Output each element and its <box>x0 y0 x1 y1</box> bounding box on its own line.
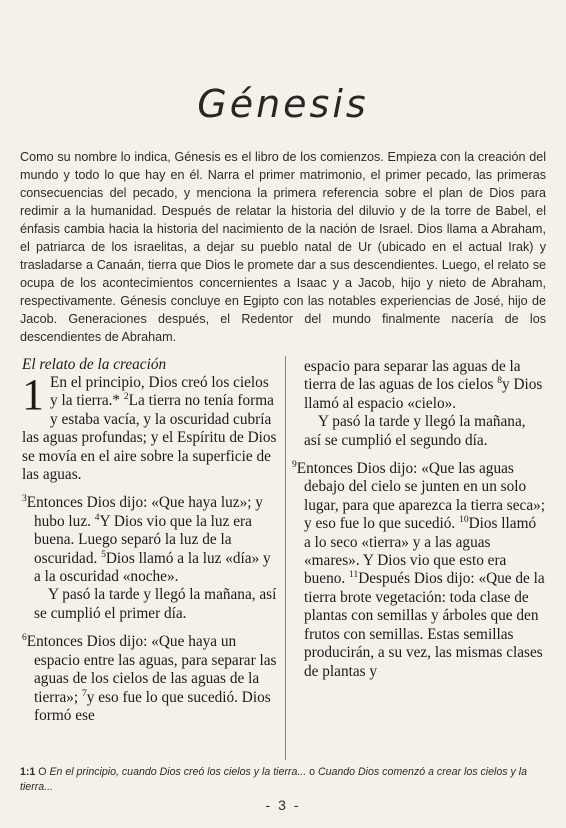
verse-text: Entonces Dios dijo: «Que haya luz»; y hubo luz. <box>26 494 263 530</box>
page-number: - 3 - <box>265 797 301 813</box>
footnote-alternative: En el principio, cuando Dios creó los cielos y la tierra... <box>49 766 307 778</box>
verse-number: 3 <box>22 494 27 505</box>
column-divider <box>285 356 286 760</box>
right-column <box>292 358 546 681</box>
verse-text: y Dios llamó al espacio «cielo». <box>304 376 543 412</box>
verse-number: 7 <box>82 688 87 699</box>
verse-paragraph-2 <box>22 494 278 586</box>
verse-number: 11 <box>349 570 359 581</box>
verse-text: Después Dios dijo: «Que de la tierra brote vegetación: toda clase de plantas con semillas y árboles que den frutos con semillas. Estas semillas producirán, a su vez, las mismas clases de plantas y <box>304 570 545 680</box>
verse-text: Dios llamó a lo seco «tierra» y a las aguas «mares». Y Dios vio que esto era bueno. <box>304 515 537 588</box>
chapter-number: 1 <box>22 370 44 419</box>
book-introduction: Como su nombre lo indica, Génesis es el libro de los comienzos. Empieza con la creación del mundo y todo lo que hay en él. Narra el primer matrimonio, el primer pecado, las primeras consecuencias del pecado, y menciona la primera referencia sobre el plan de Dios para redimir a la humanidad. Después de relatar la historia del diluvio y de la torre de Babel, el énfasis cambia hacia la historia del nacimiento de la nación de Israel. Dios llama a Abraham, el patriarca de los israelitas, a dejar su pueblo natal de Ur (ubicado en el actual Irak) y trasladarse a Canaán, tierra que Dios le promete dar a sus descendientes. Luego, el relato se ocupa de los acontecimientos concernientes a Isaac y a Jacob, hijo y nieto de Abraham, respectivamente. Génesis concluye en Egipto con las notables experiencias de José, hijo de Jacob. Generaciones después, el Redentor del mundo finalmente nacería de los descendientes de Abraham. <box>20 150 546 344</box>
section-heading: El relato de la creación <box>22 356 167 373</box>
verse-number: 10 <box>459 515 469 526</box>
verse-paragraph-7 <box>292 460 546 681</box>
verse-paragraph-4 <box>22 633 278 725</box>
footnote-reference: 1:1 <box>20 766 36 778</box>
verse-text: La tierra no tenía forma y estaba vacía, y la oscuridad cubría las aguas profundas; y el Espíritu de Dios se movía en el aire sobre la superficie de las aguas. <box>22 392 277 484</box>
footnote-alternative: Cuando Dios comenzó a crear los cielos y la tierra... <box>20 766 527 793</box>
verse-number: 2 <box>123 392 129 403</box>
verse-paragraph-5 <box>292 358 546 413</box>
verse-paragraph-1 <box>22 370 278 484</box>
footnote-text: O <box>35 766 50 778</box>
verse-text: Entonces Dios dijo: «Que haya un espacio entre las aguas, para separar las aguas de los cielos de las aguas de la tierra»; <box>26 633 277 706</box>
verse-paragraph-3: Y pasó la tarde y llegó la mañana, así se cumplió el primer día. <box>34 586 277 622</box>
verse-number: 6 <box>22 633 27 644</box>
footnote <box>20 765 546 795</box>
verse-text: Dios llamó a la luz «día» y a la oscuridad «noche». <box>34 549 271 586</box>
verse-paragraph-6: Y pasó la tarde y llegó la mañana, así se cumplió el segundo día. <box>304 413 526 449</box>
verse-number: 8 <box>497 376 503 387</box>
verse-number: 5 <box>101 549 106 560</box>
verse-text: Entonces Dios dijo: «Que las aguas debajo del cielo se junten en un solo lugar, para que aparezca la tierra seca»; y eso fue lo que sucedió. <box>296 460 546 533</box>
verse-text: En el principio, Dios creó los cielos y la tierra.* <box>50 374 269 410</box>
verse-number: 9 <box>292 459 297 470</box>
verse-text: Y Dios vio que la luz era buena. Luego separó la luz de la oscuridad. <box>34 512 252 567</box>
verse-number: 4 <box>94 512 100 523</box>
book-title: Génesis <box>197 82 369 126</box>
verse-text: y eso fue lo que sucedió. Dios formó ese <box>34 688 271 724</box>
verse-text: espacio para separar las aguas de la tierra de las aguas de los cielos <box>304 358 521 394</box>
footnote-text: o <box>306 766 318 778</box>
left-column <box>22 356 278 725</box>
